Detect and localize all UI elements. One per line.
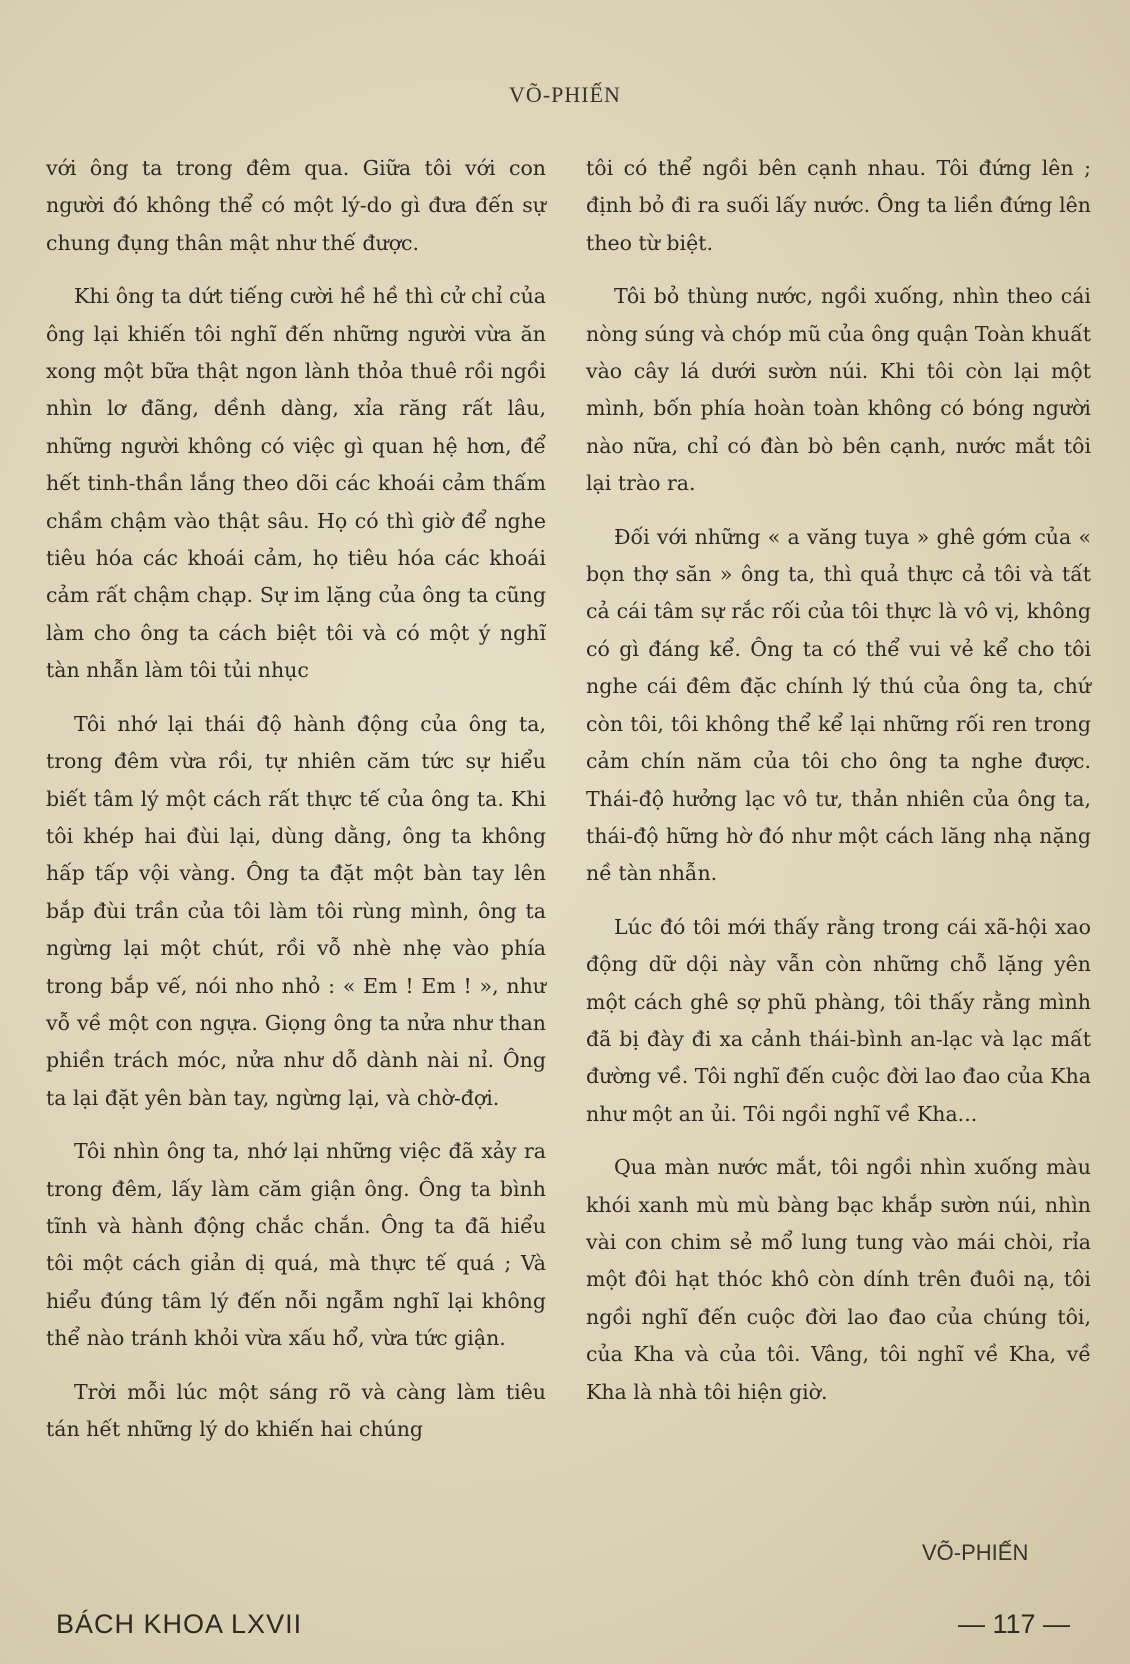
paragraph: với ông ta trong đêm qua. Giữa tôi với con người đó không thể có một lý-do gì đưa đến sự chung đụng thân mật như thế được. [46,156,546,255]
magazine-title: BÁCH KHOA LXVII [56,1609,303,1639]
left-column [46,150,546,1448]
running-title: VÕ-PHIẾN [509,82,621,107]
page-number: — 117 — [958,1609,1071,1639]
paragraph: Tôi bỏ thùng nước, ngồi xuống, nhìn theo cái nòng súng và chóp mũ của ông quận Toàn khuất vào cây lá dưới sườn núi. Khi tôi còn lại một mình, bốn phía hoàn toàn không có bóng người nào nữa, chỉ có đàn bò bên cạnh, nước mắt tôi lại trào ra. [586,284,1091,496]
paragraph: Tôi nhớ lại thái độ hành động của ông ta, trong đêm vừa rồi, tự nhiên căm tức sự hiểu biết tâm lý một cách rất thực tế của ông ta. Khi tôi khép hai đùi lại, dùng dằng, ông ta không hấp tấp vội vàng. Ông ta đặt một bàn tay lên bắp đùi trần của tôi làm tôi rùng mình, ông ta ngừng lại một chút, rồi vỗ nhè nhẹ vào phía trong bắp vế, nói nho nhỏ : « Em ! Em ! », như vỗ về một con ngựa. Giọng ông ta nửa như than phiền trách móc, nửa như dỗ dành nài nỉ. Ông ta lại đặt yên bàn tay, ngừng lại, và chờ-đợi. [46,711,546,1110]
paragraph: Tôi nhìn ông ta, nhớ lại những việc đã xảy ra trong đêm, lấy làm căm giận ông. Ông ta bình tĩnh và hành động chắc chắn. Ông ta đã hiểu tôi một cách giản dị quá, mà thực tế quá ; Và hiểu đúng tâm lý đến nỗi ngẫm nghĩ lại không thể nào tránh khỏi vừa xấu hổ, vừa tức giận. [46,1139,546,1351]
paragraph: Qua màn nước mắt, tôi ngồi nhìn xuống màu khói xanh mù mù bàng bạc khắp sườn núi, nhìn vài con chim sẻ mổ lung tung vào mái chòi, rỉa một đôi hạt thóc khô còn dính trên đuôi nạ, tôi ngồi nghĩ đến cuộc đời lao đao của chúng tôi, của Kha và của tôi. Vâng, tôi nghĩ về Kha, về Kha là nhà tôi hiện giờ. [586,1155,1091,1404]
paragraph: tôi có thể ngồi bên cạnh nhau. Tôi đứng lên ; định bỏ đi ra suối lấy nước. Ông ta liền đứng lên theo từ biệt. [586,156,1091,255]
paragraph: Khi ông ta dứt tiếng cười hề hề thì cử chỉ của ông lại khiến tôi nghĩ đến những người vừa ăn xong một bữa thật ngon lành thỏa thuê rồi ngồi nhìn lơ đãng, dềnh dàng, xỉa răng rất lâu, những người không có việc gì quan hệ hơn, để hết tinh-thần lắng theo dõi các khoái cảm thấm chầm chậm vào thật sâu. Họ có thì giờ để nghe tiêu hóa các khoái cảm, họ tiêu hóa các khoái cảm rất chậm chạp. Sự im lặng của ông ta cũng làm cho ông ta cách biệt tôi và có một ý nghĩ tàn nhẫn làm tôi tủi nhục [46,284,546,683]
paragraph: Lúc đó tôi mới thấy rằng trong cái xã-hội xao động dữ dội này vẫn còn những chỗ lặng yên một cách ghê sợ phũ phàng, tôi thấy rằng mình đã bị đày đi xa cảnh thái-bình an-lạc và lạc mất đường về. Tôi nghĩ đến cuộc đời lao đao của Kha như một an ủi. Tôi ngồi nghĩ về Kha... [586,914,1091,1126]
paragraph: Đối với những « a văng tuya » ghê gớm của « bọn thợ săn » ông ta, thì quả thực cả tôi và tất cả cái tâm sự rắc rối của tôi thực là vô vị, không có gì đáng kể. Ông ta có thể vui vẻ kể cho tôi nghe cái đêm đặc chính lý thú của ông ta, chứ còn tôi, tôi không thể kể lại những rối ren trong cảm chín năm của tôi cho ông ta nghe được. Thái-độ hưởng lạc vô tư, thản nhiên của ông ta, thái-độ hững hờ đó như một cách lăng nhạ nặng nề tàn nhẫn. [586,524,1091,886]
paragraph: Trời mỗi lúc một sáng rõ và càng làm tiêu tán hết những lý do khiến hai chúng [46,1379,546,1441]
right-column [586,150,1091,1411]
author-signature: VÕ-PHIẾN [922,1540,1029,1565]
